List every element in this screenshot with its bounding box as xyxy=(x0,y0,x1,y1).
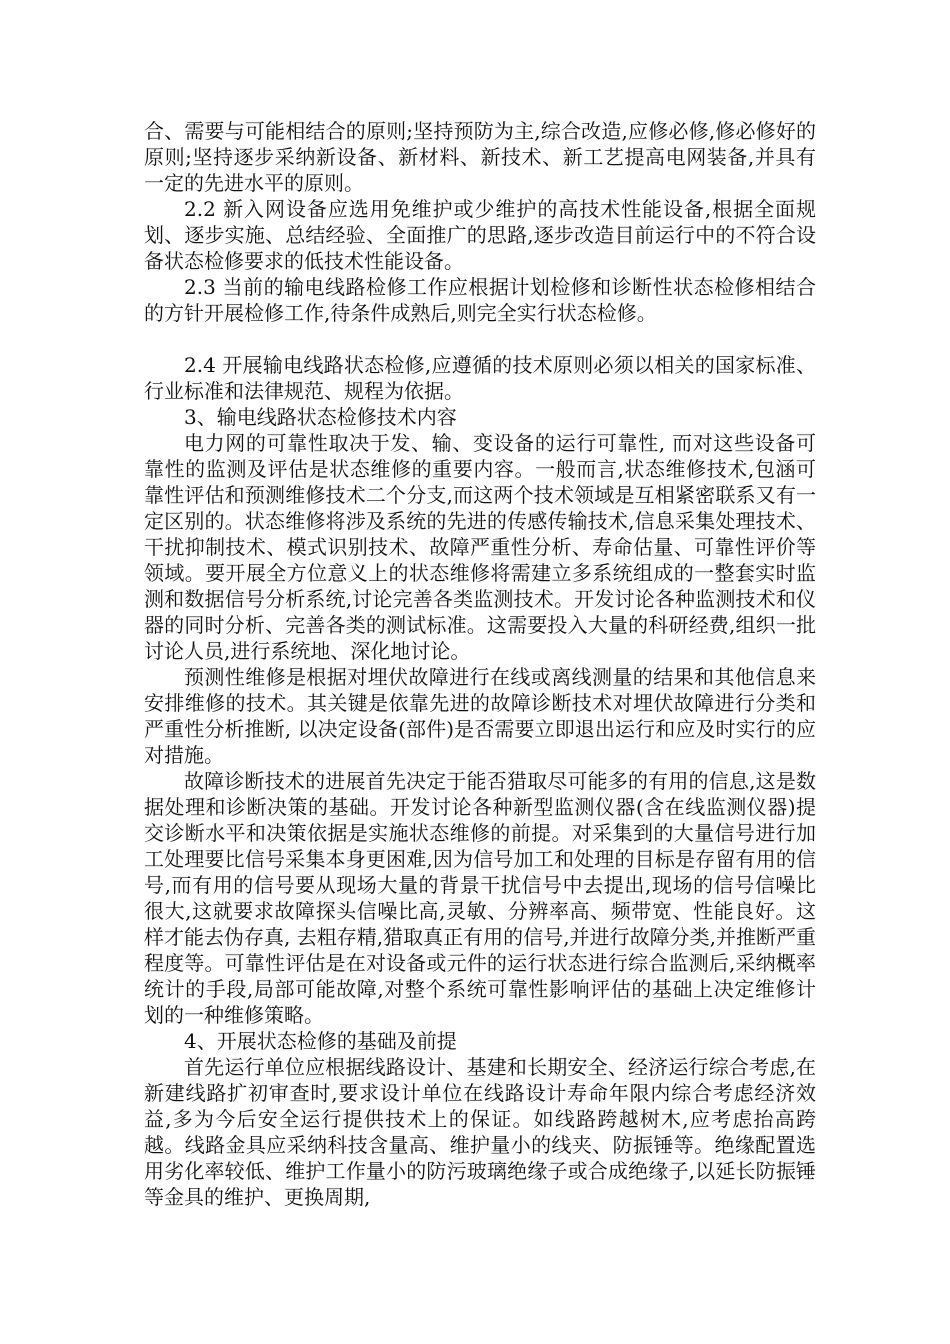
section-heading-3: 3、输电线路状态检修技术内容 xyxy=(184,405,457,429)
paragraph-spacer xyxy=(144,326,816,352)
paragraph-2-2: 2.2 新入网设备应选用免维护或少维护的高技术性能设备,根据全面规划、逐步实施、总结经验、全面推广的思路,逐步改造目前运行中的不符合设备状态检修要求的低技术性能设备。 xyxy=(144,197,816,273)
paragraph-foundation: 首先运行单位应根据线路设计、基建和长期安全、经济运行综合考虑,在新建线路扩初审查时,要求设计单位在线路设计寿命年限内综合考虑经济效益,多为今后安全运行提供技术上的保证。如线路跨越树木,应考虑抬高跨越。线路金具应采纳科技含量高、维护量小的线夹、防振锤等。绝缘配置选用劣化率较低、维护工作量小的防污玻璃绝缘子或合成绝缘子,以延长防振锤等金具的维护、更换周期, xyxy=(144,1055,816,1209)
paragraph-principles-continued: 合、需要与可能相结合的原则;坚持预防为主,综合改造,应修必修,修必修好的原则;坚持逐步采纳新设备、新材料、新技术、新工艺提高电网装备,并具有一定的先进水平的原则。 xyxy=(144,119,816,195)
paragraph-2-4: 2.4 开展输电线路状态检修,应遵循的技术原则必须以相关的国家标准、行业标准和法律规范、规程为依据。 xyxy=(144,353,816,403)
document-page xyxy=(144,118,816,1210)
paragraph-2-3: 2.3 当前的输电线路检修工作应根据计划检修和诊断性状态检修相结合的方针开展检修工作,待条件成熟后,则完全实行状态检修。 xyxy=(144,275,816,325)
paragraph-reliability: 电力网的可靠性取决于发、输、变设备的运行可靠性, 而对这些设备可靠性的监测及评估是状态维修的重要内容。一般而言,状态维修技术,包涵可靠性评估和预测维修技术二个分支,而这两个技术领域是互相紧密联系又有一定区别的。状态维修将涉及系统的先进的传感传输技术,信息采集处理技术、干扰抑制技术、模式识别技术、故障严重性分析、寿命估量、可靠性评价等领域。要开展全方位意义上的状态维修将需建立多系统组成的一整套实时监测和数据信号分析系统,讨论完善各类监测技术。开发讨论各种监测技术和仪器的同时分析、完善各类的测试标准。这需要投入大量的科研经费,组织一批讨论人员,进行系统地、深化地讨论。 xyxy=(144,431,816,663)
section-heading-4: 4、开展状态检修的基础及前提 xyxy=(184,1029,457,1053)
paragraph-predictive-maintenance: 预测性维修是根据对埋伏故障进行在线或离线测量的结果和其他信息来安排维修的技术。其关键是依靠先进的故障诊断技术对埋伏故障进行分类和严重性分析推断, 以决定设备(部件)是否需要立即退出运行和应及时实行的应对措施。 xyxy=(144,665,816,767)
paragraph-fault-diagnosis: 故障诊断技术的进展首先决定于能否猎取尽可能多的有用的信息,这是数据处理和诊断决策的基础。开发讨论各种新型监测仪器(含在线监测仪器)提交诊断水平和决策依据是实施状态维修的前提。对采集到的大量信号进行加工处理要比信号采集本身更困难,因为信号加工和处理的目标是存留有用的信号,而有用的信号要从现场大量的背景干扰信号中去提出,现场的信号信噪比很大,这就要求故障探头信噪比高,灵敏、分辨率高、频带宽、性能良好。这样才能去伪存真, 去粗存精,猎取真正有用的信号,并进行故障分类,并推断严重程度等。可靠性评估是在对设备或元件的运行状态进行综合监测后,采纳概率统计的手段,局部可能故障,对整个系统可靠性影响评估的基础上决定维修计划的一种维修策略。 xyxy=(144,769,816,1027)
